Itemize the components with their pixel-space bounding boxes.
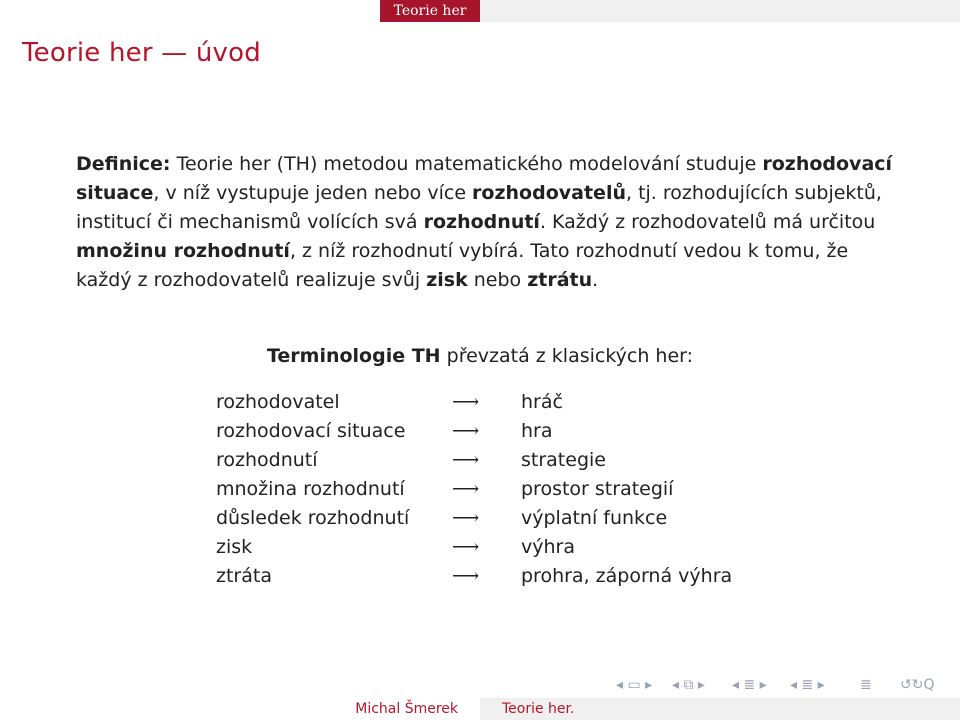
term-target: strategie (521, 449, 606, 471)
header-right-segment (480, 0, 960, 22)
definition-block (76, 150, 896, 295)
definition-text: Teorie her (TH) metodou matematického modelování studuje (170, 153, 763, 175)
term-target: prohra, záporná výhra (521, 565, 733, 587)
term-source: důsledek rozhodnutí (216, 507, 410, 529)
term-source: množina rozhodnutí (216, 478, 405, 500)
definition-text: , v níž vystupuje jeden nebo více (153, 182, 473, 204)
nav-align-icon[interactable]: ≣ (860, 677, 872, 693)
term-target: prostor strategií (521, 478, 674, 500)
definition-text: . (592, 269, 599, 291)
definition-text: , z níž rozhodnutí vybírá. Tato rozhodnutí vedou k tomu, že každý z rozhodovatelů realizuje svůj (76, 240, 849, 291)
term-gain: zisk (426, 269, 468, 291)
nav-search-icon[interactable]: ↺↻Q (900, 677, 935, 693)
terminology-heading-rest: převzatá z klasických her: (440, 345, 694, 367)
term-source: rozhodovatel (216, 391, 340, 413)
footer-author: Michal Šmerek (0, 698, 480, 720)
definition-text: . Každý z rozhodovatelů má určitou (539, 211, 876, 233)
long-right-arrow-icon: ⟶ (452, 391, 480, 413)
term-target: výhra (521, 536, 575, 558)
nav-subsection-icon[interactable]: ◂ ⧉ ▸ (672, 677, 705, 693)
long-right-arrow-icon: ⟶ (452, 536, 480, 558)
term-target: hra (521, 420, 553, 442)
nav-section-icon[interactable]: ◂ ≣ ▸ (732, 677, 767, 693)
term-source: ztráta (216, 565, 272, 587)
definition-text: , tj. rozhodujících subjektů, institucí či mechanismů volících svá (76, 182, 882, 233)
definition-text: nebo (467, 269, 528, 291)
term-decisions: rozhodnutí (423, 211, 540, 233)
long-right-arrow-icon: ⟶ (452, 565, 480, 587)
long-right-arrow-icon: ⟶ (452, 478, 480, 500)
term-decision-makers: rozhodovatelů (472, 182, 626, 204)
definition-label: Definice: (76, 153, 171, 175)
term-source: zisk (216, 536, 253, 558)
term-source: rozhodnutí (216, 449, 318, 471)
header-section-title[interactable]: Teorie her (380, 0, 480, 22)
term-target: výplatní funkce (521, 507, 668, 529)
terminology-heading (0, 345, 960, 367)
nav-subsubsection-icon[interactable]: ◂ ≣ ▸ (790, 677, 825, 693)
term-decision-set: množinu rozhodnutí (76, 240, 290, 262)
long-right-arrow-icon: ⟶ (452, 420, 480, 442)
frame-title: Teorie her — úvod (22, 38, 261, 68)
term-decision-situation: rozhodovací situace (76, 153, 893, 204)
terminology-heading-bold: Terminologie TH (266, 345, 441, 367)
long-right-arrow-icon: ⟶ (452, 449, 480, 471)
header-bar (0, 0, 960, 22)
term-source: rozhodovací situace (216, 420, 406, 442)
nav-frame-icon[interactable]: ◂ ▭ ▸ (616, 677, 653, 693)
term-target: hráč (521, 391, 563, 413)
term-loss: ztrátu (527, 269, 593, 291)
long-right-arrow-icon: ⟶ (452, 507, 480, 529)
footer-title: Teorie her. (480, 698, 960, 720)
footer-bar (0, 698, 960, 720)
header-left-segment (0, 0, 380, 22)
